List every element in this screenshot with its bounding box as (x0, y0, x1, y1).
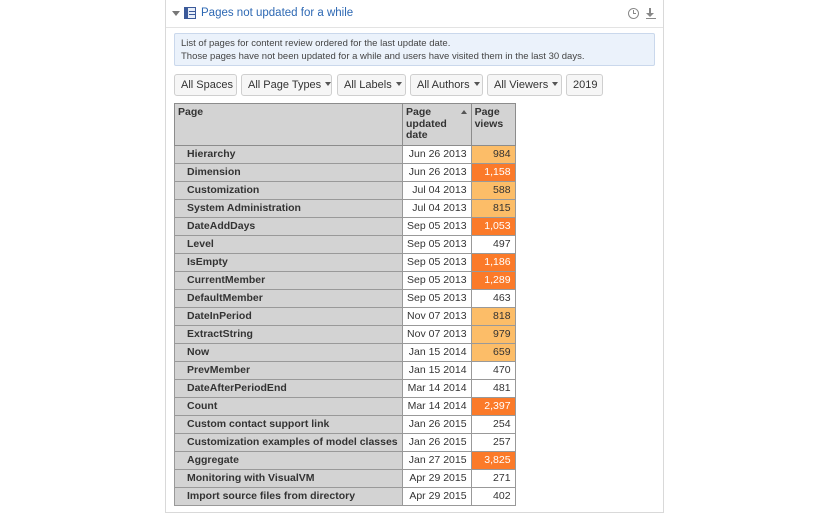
all-page-types-dropdown[interactable] (241, 74, 332, 96)
page-link[interactable]: DateAddDays (175, 217, 403, 235)
page-link[interactable]: Customization (175, 181, 403, 199)
all-labels-label: All Labels (344, 79, 392, 91)
table-row (175, 199, 516, 217)
page-link[interactable]: PrevMember (175, 361, 403, 379)
updated-date-cell: Jan 15 2014 (403, 361, 472, 379)
column-header-page-label: Page (178, 106, 204, 118)
updated-date-cell: Jun 26 2013 (403, 145, 472, 163)
page-views-cell: 2,397 (471, 397, 515, 415)
updated-date-cell: Sep 05 2013 (403, 235, 472, 253)
table-row (175, 307, 516, 325)
pages-table (174, 103, 516, 506)
updated-date-cell: Jun 26 2013 (403, 163, 472, 181)
page-link[interactable]: ExtractString (175, 325, 403, 343)
page-views-cell: 984 (471, 145, 515, 163)
column-header-views[interactable] (471, 104, 515, 146)
page-views-cell: 818 (471, 307, 515, 325)
page-views-cell: 1,158 (471, 163, 515, 181)
page-link[interactable]: Monitoring with VisualVM (175, 469, 403, 487)
updated-date-cell: Sep 05 2013 (403, 253, 472, 271)
info-message (174, 33, 655, 66)
all-authors-dropdown[interactable] (410, 74, 483, 96)
page-views-cell: 588 (471, 181, 515, 199)
table-row (175, 379, 516, 397)
page-views-cell: 3,825 (471, 451, 515, 469)
column-header-updated-label: Page updated date (406, 106, 447, 141)
table-row (175, 433, 516, 451)
page-views-cell: 481 (471, 379, 515, 397)
page-link[interactable]: Dimension (175, 163, 403, 181)
updated-date-cell: Jan 27 2015 (403, 451, 472, 469)
table-row (175, 253, 516, 271)
page-views-cell: 257 (471, 433, 515, 451)
collapse-caret-icon[interactable] (172, 11, 180, 16)
table-row (175, 325, 516, 343)
page-views-cell: 402 (471, 487, 515, 505)
updated-date-cell: Jan 26 2015 (403, 415, 472, 433)
updated-date-cell: Jul 04 2013 (403, 181, 472, 199)
table-row (175, 487, 516, 505)
page-views-cell: 1,186 (471, 253, 515, 271)
column-header-updated[interactable] (403, 104, 472, 146)
table-row (175, 145, 516, 163)
page-views-cell: 497 (471, 235, 515, 253)
chevron-down-icon (396, 82, 402, 86)
page-views-cell: 254 (471, 415, 515, 433)
updated-date-cell: Mar 14 2014 (403, 379, 472, 397)
updated-date-cell: Jan 15 2014 (403, 343, 472, 361)
page-link[interactable]: DefaultMember (175, 289, 403, 307)
page-link[interactable]: Hierarchy (175, 145, 403, 163)
all-page-types-label: All Page Types (248, 79, 322, 91)
page-views-cell: 1,289 (471, 271, 515, 289)
table-row (175, 271, 516, 289)
page-link[interactable]: Customization examples of model classes (175, 433, 403, 451)
table-row (175, 397, 516, 415)
table-row (175, 361, 516, 379)
chevron-down-icon (474, 82, 480, 86)
page-link[interactable]: DateInPeriod (175, 307, 403, 325)
all-viewers-label: All Viewers (494, 79, 549, 91)
sort-ascending-icon (461, 110, 467, 114)
page-link[interactable]: Custom contact support link (175, 415, 403, 433)
page-views-cell: 659 (471, 343, 515, 361)
updated-date-cell: Mar 14 2014 (403, 397, 472, 415)
panel-title[interactable]: Pages not updated for a while (201, 7, 354, 19)
report-panel (165, 0, 664, 513)
page-link[interactable]: Aggregate (175, 451, 403, 469)
page-views-cell: 1,053 (471, 217, 515, 235)
report-table-icon (184, 7, 196, 19)
table-row (175, 217, 516, 235)
chevron-down-icon (325, 82, 331, 86)
page-views-cell: 470 (471, 361, 515, 379)
info-line-2: Those pages have not been updated for a while and users have visited them in the last 30 days. (181, 50, 585, 62)
updated-date-cell: Jan 26 2015 (403, 433, 472, 451)
table-row (175, 451, 516, 469)
updated-date-cell: Jul 04 2013 (403, 199, 472, 217)
updated-date-cell: Apr 29 2015 (403, 487, 472, 505)
updated-date-cell: Nov 07 2013 (403, 325, 472, 343)
page-link[interactable]: Level (175, 235, 403, 253)
column-header-page[interactable] (175, 104, 403, 146)
updated-date-cell: Apr 29 2015 (403, 469, 472, 487)
year-label: 2019 (573, 79, 598, 91)
table-row (175, 469, 516, 487)
all-viewers-dropdown[interactable] (487, 74, 562, 96)
chevron-down-icon (552, 82, 558, 86)
column-header-views-label: Page views (474, 106, 504, 130)
all-spaces-button[interactable] (174, 74, 237, 96)
table-row (175, 343, 516, 361)
page-link[interactable]: System Administration (175, 199, 403, 217)
all-authors-label: All Authors (417, 79, 470, 91)
table-row (175, 181, 516, 199)
page-link[interactable]: Now (175, 343, 403, 361)
page-link[interactable]: IsEmpty (175, 253, 403, 271)
page-link[interactable]: CurrentMember (175, 271, 403, 289)
updated-date-cell: Sep 05 2013 (403, 217, 472, 235)
updated-date-cell: Nov 07 2013 (403, 307, 472, 325)
page-views-cell: 463 (471, 289, 515, 307)
table-row (175, 235, 516, 253)
updated-date-cell: Sep 05 2013 (403, 271, 472, 289)
page-link[interactable]: DateAfterPeriodEnd (175, 379, 403, 397)
page-views-cell: 979 (471, 325, 515, 343)
panel-header (166, 0, 663, 28)
info-line-1: List of pages for content review ordered for the last update date. (181, 38, 451, 49)
all-spaces-label: All Spaces (181, 79, 233, 91)
page-views-cell: 271 (471, 469, 515, 487)
schedule-clock-icon[interactable] (628, 8, 639, 19)
all-labels-dropdown[interactable] (337, 74, 406, 96)
table-row (175, 289, 516, 307)
year-button[interactable] (566, 74, 603, 96)
updated-date-cell: Sep 05 2013 (403, 289, 472, 307)
table-row (175, 163, 516, 181)
page-link[interactable]: Count (175, 397, 403, 415)
page-link[interactable]: Import source files from directory (175, 487, 403, 505)
table-row (175, 415, 516, 433)
download-icon-base (646, 18, 656, 19)
page-views-cell: 815 (471, 199, 515, 217)
